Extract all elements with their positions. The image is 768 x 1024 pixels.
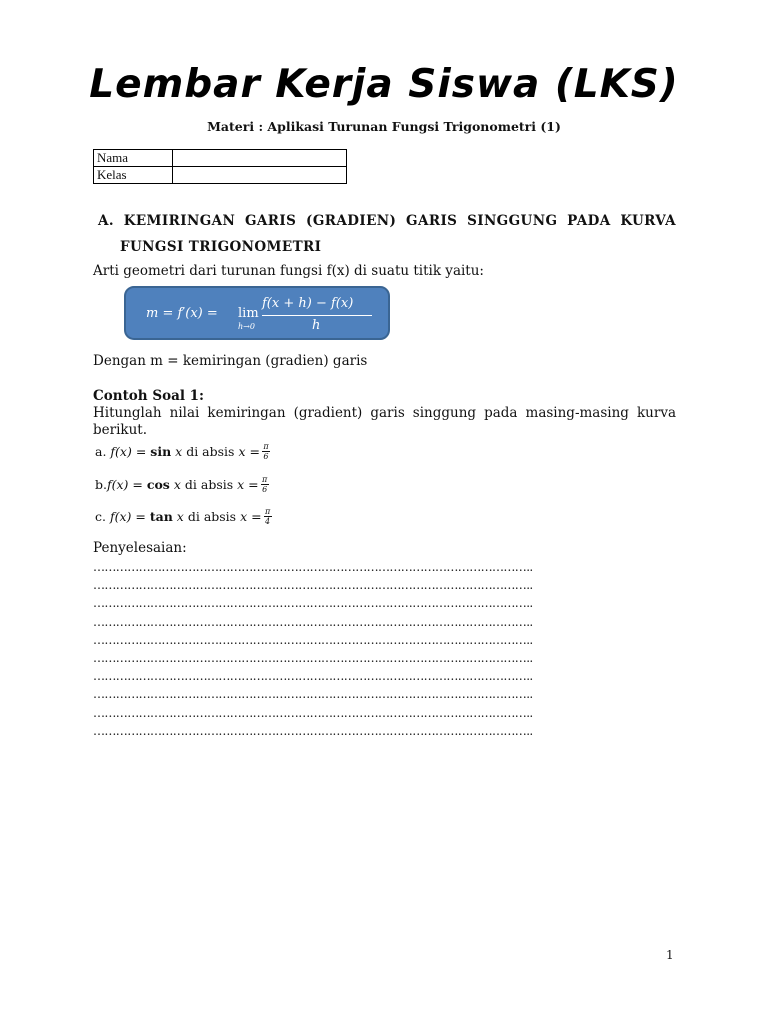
answer-line[interactable]: …………………………………………………………………………………………………….. [93, 578, 533, 593]
example-prompt: Hitunglah nilai kemiringan (gradient) garis singgung pada masing-masing kurva berikut. [93, 405, 676, 438]
answer-line[interactable]: …………………………………………………………………………………………………….. [93, 596, 533, 611]
item-fraction [264, 507, 272, 526]
item-fraction [262, 442, 270, 461]
section-marker: A. [98, 213, 114, 229]
answer-line[interactable]: …………………………………………………………………………………………………….. [93, 669, 533, 684]
heading-word: GARIS [406, 213, 458, 229]
list-item [95, 442, 270, 461]
answer-line[interactable]: …………………………………………………………………………………………………….. [93, 614, 533, 629]
class-label: Kelas [94, 167, 173, 184]
solution-label: Penyelesaian: [93, 540, 187, 556]
gradient-note: Dengan m = kemiringan (gradien) garis [93, 353, 368, 369]
formula-left: m = f′(x) = [146, 306, 218, 321]
heading-line-2: FUNGSI TRIGONOMETRI [120, 239, 322, 255]
answer-line[interactable]: …………………………………………………………………………………………………….. [93, 651, 533, 666]
item-label: c. [95, 509, 106, 524]
heading-word: GARIS [244, 213, 297, 229]
item-var: x [176, 509, 184, 524]
item-label: b. [95, 477, 107, 492]
formula-lim: lim [238, 306, 259, 321]
item-fx: f(x) = [109, 509, 146, 524]
table-row [94, 167, 347, 184]
answer-line[interactable]: …………………………………………………………………………………………………….. [93, 632, 533, 647]
item-func: sin [150, 444, 172, 459]
page-number: 1 [666, 948, 674, 962]
answer-line[interactable]: …………………………………………………………………………………………………….. [93, 687, 533, 702]
heading-word: KURVA [620, 213, 676, 229]
formula-denominator: h [312, 318, 321, 333]
item-func: tan [149, 509, 173, 524]
student-identity-table [93, 149, 347, 184]
item-var: x [173, 477, 181, 492]
heading-word: KEMIRINGAN [123, 213, 236, 229]
worksheet-subtitle: Materi : Aplikasi Turunan Fungsi Trigonometri (1) [207, 119, 561, 134]
intro-text: Arti geometri dari turunan fungsi f(x) di suatu titik yaitu: [93, 263, 484, 279]
answer-line[interactable]: …………………………………………………………………………………………………….. [93, 705, 533, 720]
fraction-denominator: 6 [262, 485, 268, 494]
formula-lim-subscript: h→0 [238, 322, 255, 331]
item-fx: f(x) = [106, 477, 143, 492]
list-item [95, 475, 269, 494]
name-label: Nama [94, 150, 173, 167]
heading-word: SINGGUNG [467, 213, 558, 229]
item-label: a. [95, 444, 107, 459]
derivative-formula-box [124, 286, 390, 340]
heading-word: PADA [567, 213, 611, 229]
item-mid: di absis [186, 444, 235, 459]
table-row [94, 150, 347, 167]
answer-line[interactable]: …………………………………………………………………………………………………….. [93, 723, 533, 738]
answer-line[interactable]: …………………………………………………………………………………………………….. [93, 560, 533, 574]
item-fraction [261, 475, 269, 494]
worksheet-title: Lembar Kerja Siswa (LKS) [89, 62, 679, 107]
fraction-denominator: 4 [265, 517, 271, 526]
fraction-bar [262, 315, 372, 316]
answer-lines [93, 558, 675, 740]
item-var: x [175, 444, 183, 459]
item-mid: di absis [187, 509, 237, 524]
heading-word: (GRADIEN) [306, 213, 397, 229]
fraction-numerator: π [262, 475, 268, 484]
name-field[interactable] [173, 150, 347, 167]
item-mid: di absis [184, 477, 234, 492]
item-eq: x = [237, 477, 259, 492]
fraction-numerator: π [264, 507, 271, 516]
fraction-numerator: π [263, 442, 269, 451]
list-item [95, 507, 272, 526]
item-func: cos [146, 477, 170, 492]
example-title: Contoh Soal 1: [93, 388, 205, 404]
item-fx: f(x) = [110, 444, 147, 459]
section-heading [98, 208, 676, 260]
class-field[interactable] [173, 167, 347, 184]
item-eq: x = [240, 509, 262, 524]
formula-numerator: f(x + h) − f(x) [262, 296, 354, 311]
fraction-denominator: 6 [263, 452, 269, 461]
item-eq: x = [238, 444, 260, 459]
